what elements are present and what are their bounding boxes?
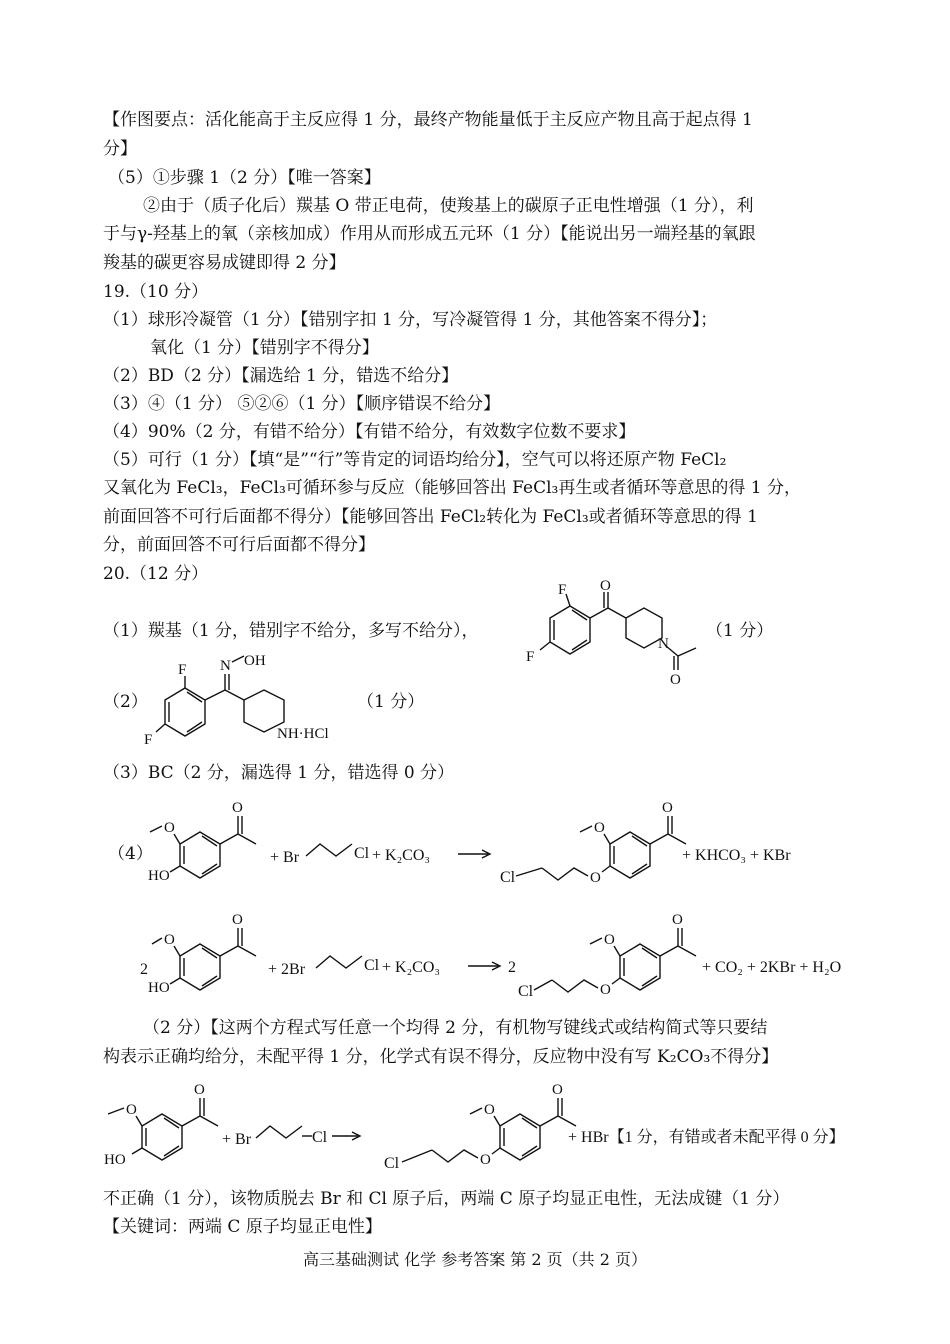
text-line: （4）90%（2 分，有错不给分）【有错不给分，有效数字位数不要求】 [103, 422, 636, 442]
product-salts: + KHCO₃ + KBr [682, 847, 791, 864]
text-line: 构表示正确均给分，未配平得 1 分，化学式有误不得分，反应物中没有写 K₂CO₃不得分】 [103, 1047, 779, 1067]
text-line: 又氧化为 FeCl₃，FeCl₃可循环参与反应（能够回答出 FeCl₃再生或者循环等意思的得 1 分， [103, 478, 801, 498]
text-line: （5）可行（1 分）【填“是”“行”等肯定的词语均给分】，空气可以将还原产物 FeCl₂ [103, 450, 727, 470]
oxygen-atom: O [670, 672, 681, 686]
score-label: （1 分） [706, 621, 774, 641]
oxygen-atom: O [672, 912, 683, 928]
nitrogen-atom: N [658, 636, 669, 652]
oxygen-atom: O [590, 870, 601, 886]
text-line: 【作图要点：活化能高于主反应得 1 分，最终产物能量低于主反应产物且高于起点得 1 [103, 110, 753, 130]
equation-3 [100, 1082, 900, 1182]
oxygen-atom: O [484, 1102, 495, 1118]
fluorine-atom: F [178, 662, 187, 678]
chlorine-atom: Cl [312, 1129, 328, 1146]
hydroxyl-group: HO [104, 1152, 126, 1168]
text-line: （1）羰基（1 分，错别字不给分，多写不给分）， [103, 621, 479, 641]
hydroxyl-group: OH [244, 653, 266, 669]
product-hbr-note: + HBr【1 分，有错或者未配平得 0 分】 [568, 1129, 845, 1146]
fluorine-atom: F [558, 582, 567, 598]
oxygen-atom: O [232, 800, 243, 816]
oxygen-atom: O [662, 800, 673, 816]
text-line: 前面回答不可行后面都不得分）【能够回答出 FeCl₂转化为 FeCl₃或者循环等意思的得 1 [103, 507, 758, 527]
coefficient: 2 [508, 959, 516, 976]
equation-1 [140, 800, 840, 900]
structure-acetylpiperidine [520, 578, 710, 686]
product-salts: + CO₂ + 2KBr + H₂O [702, 959, 842, 976]
oxygen-atom: O [600, 578, 611, 594]
hydroxyl-group: HO [148, 980, 170, 996]
chlorine-atom: Cl [354, 845, 370, 862]
oxygen-atom: O [604, 932, 615, 948]
nitrogen-atom: N [220, 658, 231, 674]
chlorine-atom: Cl [500, 869, 516, 886]
text-line: （3）④（1 分） ⑤②⑥（1 分）【顺序错误不给分】 [103, 394, 501, 414]
coefficient: 2 [140, 961, 148, 978]
structure-oxime-hcl [140, 648, 350, 750]
oxygen-atom: O [600, 982, 611, 998]
equation-2 [130, 912, 870, 1012]
oxygen-atom: O [232, 912, 243, 928]
text-line: （2）BD（2 分）【漏选给 1 分，错选不给分】 [103, 366, 459, 386]
text-line: （4） [108, 844, 153, 864]
text-line: 于与γ-羟基上的氧（亲核加成）作用从而形成五元环（1 分）【能说出另一端羟基的氧跟 [103, 224, 756, 244]
question-heading: 20.（12 分） [103, 564, 209, 584]
page-footer: 高三基础测试 化学 参考答案 第 2 页（共 2 页） [303, 1250, 647, 1269]
text-line: 分，前面回答不可行后面都不得分】 [103, 535, 375, 555]
oxygen-atom: O [164, 820, 175, 836]
chlorine-atom: Cl [384, 1155, 400, 1172]
text-line: 不正确（1 分），该物质脱去 Br 和 Cl 原子后，两端 C 原子均显正电性，无法成键（1 分） [103, 1189, 790, 1209]
oxygen-atom: O [594, 820, 605, 836]
reagent-k2co3: + K₂CO₃ [372, 847, 430, 864]
text-line: 【关键词：两端 C 原子均显正电性】 [103, 1217, 382, 1237]
reagent-bromide: + 2Br [268, 961, 306, 978]
oxygen-atom: O [194, 1082, 205, 1098]
score-label: （1 分） [357, 692, 425, 712]
amine-hcl: NH·HCl [277, 726, 329, 742]
chlorine-atom: Cl [364, 957, 380, 974]
text-line: （1）球形冷凝管（1 分）【错别字扣 1 分，写冷凝管得 1 分，其他答案不得分】； [103, 310, 718, 330]
text-line: 羧基的碳更容易成键即得 2 分】 [103, 253, 346, 273]
text-line: ②由于（质子化后）羰基 O 带正电荷，使羧基上的碳原子正电性增强（1 分），利 [143, 196, 754, 216]
question-heading: 19.（10 分） [103, 282, 209, 302]
text-line: 氧化（1 分）【错别字不得分】 [150, 338, 379, 358]
text-line: （2） [103, 692, 148, 712]
oxygen-atom: O [126, 1102, 137, 1118]
text-line: 分】 [103, 139, 137, 159]
text-line: （5）①步骤 1（2 分）【唯一答案】 [108, 168, 381, 188]
chlorine-atom: Cl [518, 983, 534, 1000]
fluorine-atom: F [144, 732, 153, 748]
oxygen-atom: O [480, 1152, 491, 1168]
fluorine-atom: F [526, 649, 535, 665]
text-line: （2 分）【这两个方程式写任意一个均得 2 分，有机物写键线式或结构简式等只要结 [143, 1018, 768, 1038]
reagent-k2co3: + K₂CO₃ [382, 959, 440, 976]
text-line: （3）BC（2 分，漏选得 1 分，错选得 0 分） [103, 763, 455, 783]
oxygen-atom: O [552, 1082, 563, 1098]
reagent-bromide: + Br [270, 849, 300, 866]
hydroxyl-group: HO [148, 868, 170, 884]
oxygen-atom: O [164, 932, 175, 948]
reagent-bromide: + Br [222, 1131, 252, 1148]
